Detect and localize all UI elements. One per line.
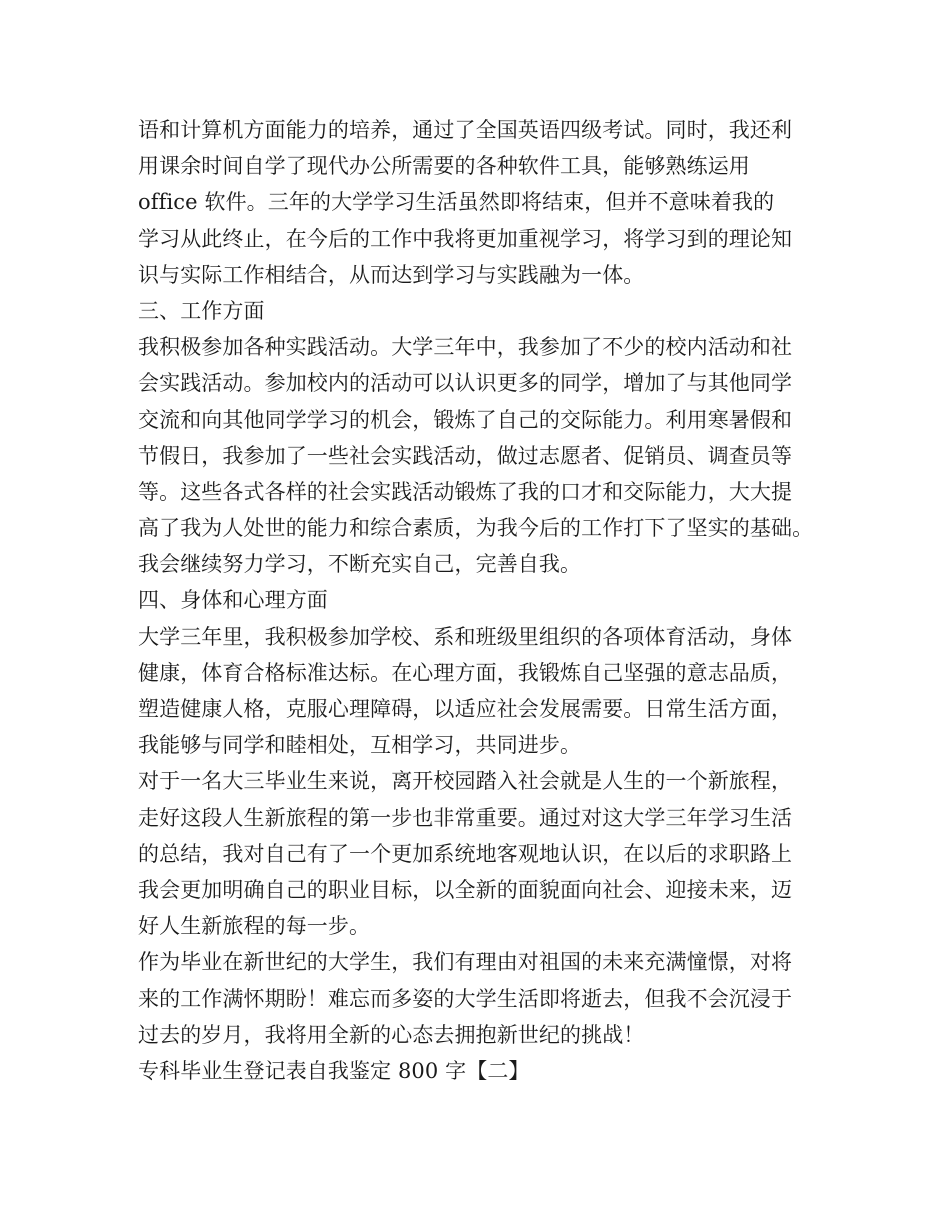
text-line: 学习从此终止，在今后的工作中我将更加重视学习，将学习到的理论知 bbox=[138, 226, 793, 251]
text-line: 对于一名大三毕业生来说，离开校园踏入社会就是人生的一个新旅程， bbox=[138, 769, 793, 794]
text-line: 健康，体育合格标准达标。在心理方面，我锻炼自己坚强的意志品质， bbox=[138, 660, 793, 685]
text-line: 节假日，我参加了一些社会实践活动，做过志愿者、促销员、调查员等 bbox=[138, 443, 793, 468]
text-line: 的总结，我对自己有了一个更加系统地客观地认识，在以后的求职路上 bbox=[138, 841, 793, 866]
text-line: 我会继续努力学习，不断充实自己，完善自我。 bbox=[138, 552, 582, 577]
text-line: 好人生新旅程的每一步。 bbox=[138, 914, 371, 939]
text-line: 来的工作满怀期盼！难忘而多姿的大学生活即将逝去，但我不会沉浸于 bbox=[138, 986, 793, 1011]
text-line: 我能够与同学和睦相处，互相学习，共同进步。 bbox=[138, 733, 582, 758]
section-heading-health: 四、身体和心理方面 bbox=[138, 588, 328, 613]
text-line: 高了我为人处世的能力和综合素质，为我今后的工作打下了坚实的基础。 bbox=[138, 516, 814, 541]
text-line: 用课余时间自学了现代办公所需要的各种软件工具，能够熟练运用 bbox=[138, 154, 750, 179]
text-line: 语和计算机方面能力的培养，通过了全国英语四级考试。同时，我还利 bbox=[138, 118, 793, 142]
text-line: 塑造健康人格，克服心理障碍，以适应社会发展需要。日常生活方面， bbox=[138, 697, 793, 721]
text-line: 我会更加明确自己的职业目标，以全新的面貌面向社会、迎接未来，迈 bbox=[138, 877, 793, 902]
text-line: 走好这段人生新旅程的第一步也非常重要。通过对这大学三年学习生活 bbox=[138, 805, 793, 830]
text-line: 交流和向其他同学学习的机会，锻炼了自己的交际能力。利用寒暑假和 bbox=[138, 407, 793, 432]
text-line: 我积极参加各种实践活动。大学三年中，我参加了不少的校内活动和社 bbox=[138, 335, 793, 360]
text-line: office 软件。三年的大学学习生活虽然即将结束，但并不意味着我的 bbox=[138, 190, 775, 215]
text-line: 会实践活动。参加校内的活动可以认识更多的同学，增加了与其他同学 bbox=[138, 371, 793, 396]
text-line: 等。这些各式各样的社会实践活动锻炼了我的口才和交际能力，大大提 bbox=[138, 479, 793, 504]
section-heading-work: 三、工作方面 bbox=[138, 298, 265, 323]
document-body bbox=[138, 112, 828, 1089]
text-line: 大学三年里，我积极参加学校、系和班级里组织的各项体育活动，身体 bbox=[138, 624, 793, 649]
text-line: 识与实际工作相结合，从而达到学习与实践融为一体。 bbox=[138, 262, 645, 287]
text-line: 作为毕业在新世纪的大学生，我们有理由对祖国的未来充满憧憬，对将 bbox=[138, 950, 793, 975]
text-line: 过去的岁月，我将用全新的心态去拥抱新世纪的挑战！ bbox=[138, 1022, 645, 1047]
next-section-title: 专科毕业生登记表自我鉴定 800 字【二】 bbox=[138, 1058, 530, 1083]
